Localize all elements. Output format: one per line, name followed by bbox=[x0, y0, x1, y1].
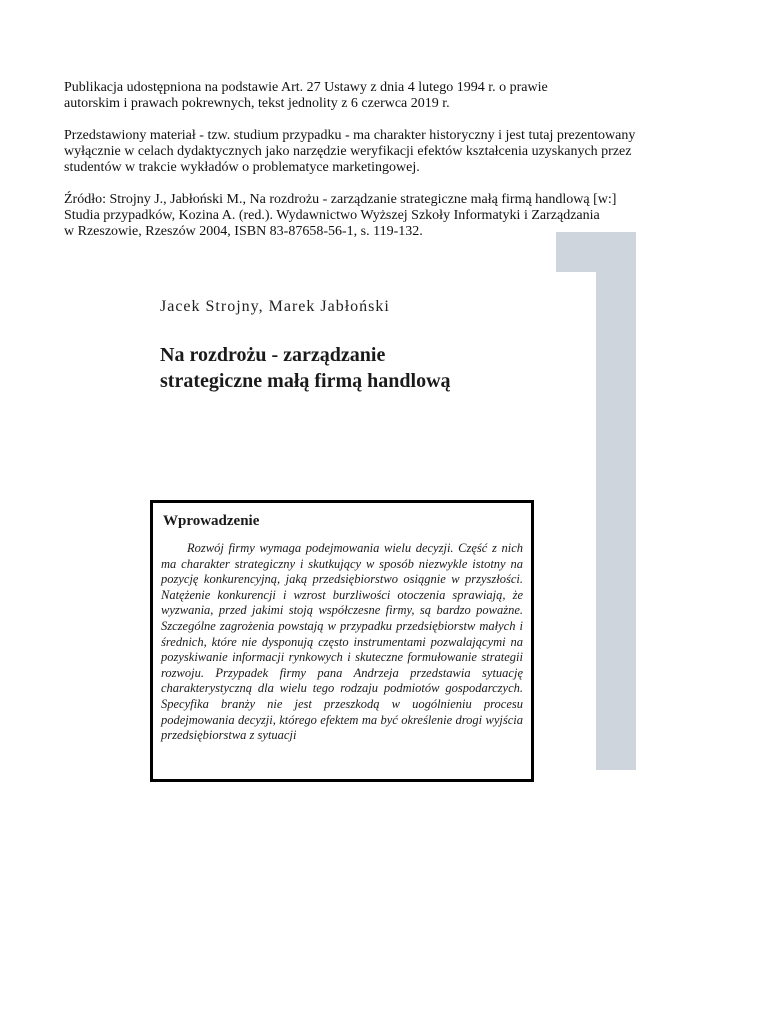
legal-basis-paragraph: Publikacja udostępniona na podstawie Art. 27 Ustawy z dnia 4 lutego 1994 r. o prawie autorskim i prawach pokrewnych, tekst jednolity z 6 czerwca 2019 r. bbox=[64, 80, 548, 111]
publication-notice bbox=[64, 80, 714, 256]
didactic-purpose-paragraph: Przedstawiony materiał - tzw. studium przypadku - ma charakter historyczny i jest tutaj prezentowany wyłącznie w celach dydaktycznych jako narzędzie weryfikacji efektów kształcenia uzyskanych przez studentów w trakcie wykładów o problematyce marketingowej. bbox=[64, 128, 636, 175]
chapter-title: Na rozdrożu - zarządzanie strategiczne małą firmą handlową bbox=[160, 344, 451, 392]
source-citation-paragraph: Źródło: Strojny J., Jabłoński M., Na rozdrożu - zarządzanie strategiczne małą firmą handlową [w:] Studia przypadków, Kozina A. (red.). Wydawnictwo Wyższej Szkoły Informatyki i Zarządzania w Rzeszowie, Rzeszów 2004, ISBN 83-87658-56-1, s. 119-132. bbox=[64, 192, 617, 239]
chapter-number-serif bbox=[556, 232, 596, 272]
introduction-box bbox=[150, 500, 534, 782]
introduction-heading: Wprowadzenie bbox=[163, 513, 260, 529]
introduction-body: Rozwój firmy wymaga podejmowania wielu decyzji. Część z nich ma charakter strategiczny i skutkujący w sposób niezwykle istotny na pozycję konkurencyjną, jaką przedsiębiorstwo osiągnie w przyszłości. Natężenie konkurencji i wzrost burzliwości otoczenia sprawiają, że wyzwania, przed jakimi stoją współczesne firmy, są bardzo poważne. Szczególne zagrożenia powstają w przypadku przedsiębiorstw małych i średnich, które nie dysponują często instrumentami pozwalającymi na pozyskiwanie informacji rynkowych i skuteczne formułowanie strategii rozwoju. Przypadek firmy pana Andrzeja przedstawia sytuację charakterystyczną dla wielu tego rodzaju podmiotów gospodarczych. Specyfika branży nie jest przeszkodą w uogólnieniu procesu podejmowania decyzji, którego efektem ma być określenie drogi wyjścia przedsiębiorstwa z sytuacji bbox=[161, 541, 523, 743]
chapter-authors: Jacek Strojny, Marek Jabłoński bbox=[160, 298, 390, 315]
chapter-number-stem bbox=[596, 232, 636, 770]
